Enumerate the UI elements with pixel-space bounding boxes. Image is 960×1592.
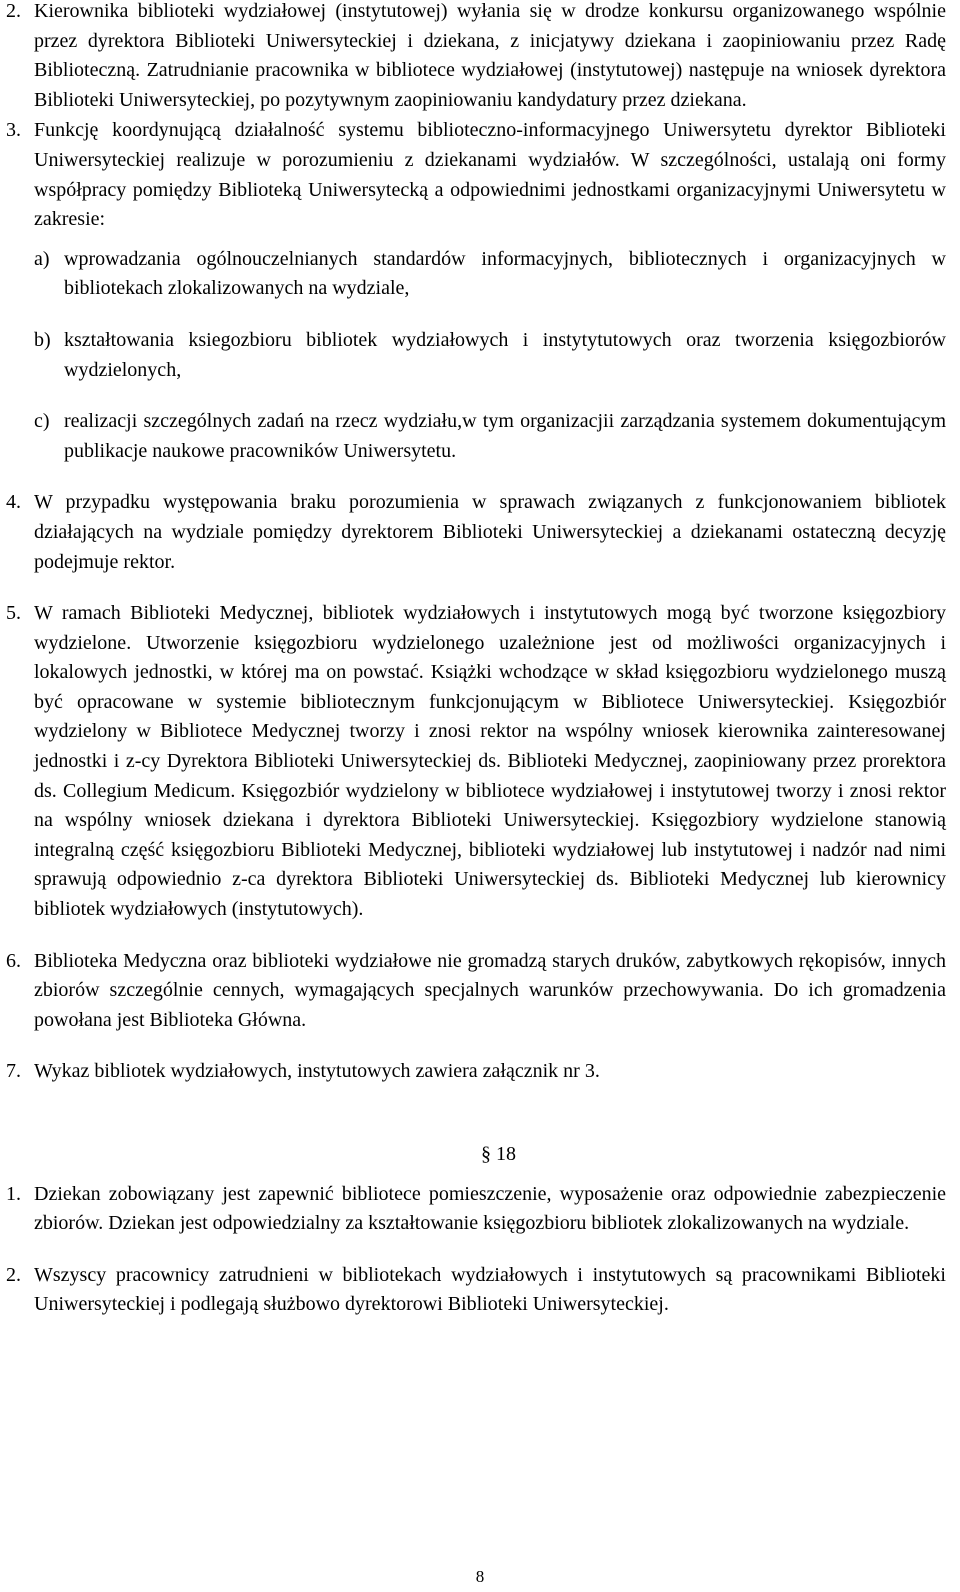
subitem-letter: a) bbox=[34, 247, 50, 270]
item-text: Wykaz bibliotek wydziałowych, instytutowych zawiera załącznik nr 3. bbox=[34, 1060, 600, 1083]
subitem-letter: c) bbox=[34, 410, 50, 433]
paragraph-item-6 bbox=[6, 947, 946, 1036]
subitem-letter: b) bbox=[34, 328, 51, 351]
subitem-b bbox=[34, 326, 946, 385]
item-text: Kierownika biblioteki wydziałowej (instytutowej) wyłania się w drodze konkursu organizowanego wspólnie przez dyrektora Biblioteki Uniwersyteckiej i dziekana, z inicjatywy dziekana i zaopiniowaniu przez Radę Biblioteczną. Zatrudnianie pracownika w bibliotece wydziałowej (instytutowej) następuje na wniosek dyrektora Biblioteki Uniwersyteckiej, po pozytywnym zaopiniowaniu kandydatury przez dziekana. bbox=[34, 0, 946, 111]
item-text: W przypadku występowania braku porozumienia w sprawach związanych z funkcjonowaniem bibliotek działających na wydziale pomiędzy dyrektorem Biblioteki Uniwersyteckiej a dziekanami ostateczną decyzję podejmuje rektor. bbox=[34, 491, 946, 573]
paragraph-item-4 bbox=[6, 488, 946, 577]
paragraph-item-1 bbox=[6, 1180, 946, 1239]
section-heading: § 18 bbox=[481, 1143, 516, 1165]
item-text: Funkcję koordynującą działalność systemu biblioteczno-informacyjnego Uniwersytetu dyrektor Biblioteki Uniwersyteckiej realizuje w porozumieniu z dziekanami wydziałów. W szczególności, ustalają oni formy współpracy pomiędzy Biblioteką Uniwersytecką a odpowiednimi jednostkami organizacyjnymi Uniwersytetu w zakresie: bbox=[34, 119, 946, 231]
paragraph-item-7 bbox=[6, 1057, 946, 1087]
item-number: 2. bbox=[6, 1263, 21, 1286]
page-number: 8 bbox=[475, 1567, 485, 1586]
item-number: 6. bbox=[6, 949, 21, 972]
paragraph-item-5 bbox=[6, 599, 946, 925]
item-number: 5. bbox=[6, 602, 21, 625]
paragraph-item-2 bbox=[6, 0, 946, 115]
subitem-text: wprowadzania ogólnouczelnianych standardów informacyjnych, bibliotecznych i organizacyjnych w bibliotekach zlokalizowanych na wydziale, bbox=[64, 247, 946, 300]
subitem-a bbox=[34, 245, 946, 304]
paragraph-item-2b bbox=[6, 1261, 946, 1320]
paragraph-item-3 bbox=[6, 116, 946, 234]
item-text: Dziekan zobowiązany jest zapewnić bibliotece pomieszczenie, wyposażenie oraz odpowiednie zabezpieczenie zbiorów. Dziekan jest odpowiedzialny za kształtowanie księgozbioru bibliotek zlokalizowanych na wydziale. bbox=[34, 1182, 946, 1235]
item-text: Wszyscy pracownicy zatrudnieni w bibliotekach wydziałowych i instytutowych są pracownikami Biblioteki Uniwersyteckiej i podlegają służbowo dyrektorowi Biblioteki Uniwersyteckiej. bbox=[34, 1263, 946, 1316]
item-number: 1. bbox=[6, 1182, 21, 1205]
item-number: 3. bbox=[6, 119, 21, 142]
subitem-text: realizacji szczególnych zadań na rzecz wydziału,w tym organizacjii zarządzania systemem dokumentującym publikacje naukowe pracowników Uniwersytetu. bbox=[64, 410, 946, 462]
subitem-c bbox=[34, 407, 946, 466]
item-number: 2. bbox=[6, 0, 21, 22]
page-content bbox=[6, 0, 946, 1320]
item-text: W ramach Biblioteki Medycznej, bibliotek wydziałowych i instytutowych mogą być tworzone księgozbiory wydzielone. Utworzenie księgozbioru wydzielonego uzależnione jest od możliwości organizacyjnych i lokalowych jednostki, w której ma on powstać. Książki wchodzące w skład księgozbioru wydzielonego muszą być opracowane w systemie bibliotecznym funkcjonującym w Bibliotece Uniwersyteckiej. Księgozbiór wydzielony w Bibliotece Medycznej tworzy i znosi rektor na wspólny wniosek kierownika zainteresowanej jednostki i z-cy Dyrektora Biblioteki Uniwersyteckiej ds. Biblioteki Medycznej, zaopiniowany przez prorektora ds. Collegium Medicum. Księgozbiór wydzielony w bibliotece wydziałowej i instytutowej tworzy i znosi rektor na wspólny wniosek dziekana i dyrektora Biblioteki Uniwersyteckiej. Księgozbiory wydzielone stanowią integralną część księgozbioru Biblioteki Medycznej, biblioteki wydziałowej lub instytutowej i nadzór nad nimi sprawują odpowiednio z-ca dyrektora Biblioteki Uniwersyteckiej ds. Biblioteki Medycznej lub kierownicy bibliotek wydziałowych (instytutowych). bbox=[34, 602, 946, 921]
item-number: 7. bbox=[6, 1060, 21, 1083]
item-number: 4. bbox=[6, 491, 21, 514]
item-text: Biblioteka Medyczna oraz biblioteki wydziałowe nie gromadzą starych druków, zabytkowych rękopisów, innych zbiorów szczególnie cennych, wymagających specjalnych warunków przechowywania. Do ich gromadzenia powołana jest Biblioteka Główna. bbox=[34, 949, 946, 1031]
subitem-text: kształtowania ksiegozbioru bibliotek wydziałowych i instytytutowych oraz tworzenia księgozbiorów wydzielonych, bbox=[64, 328, 946, 381]
